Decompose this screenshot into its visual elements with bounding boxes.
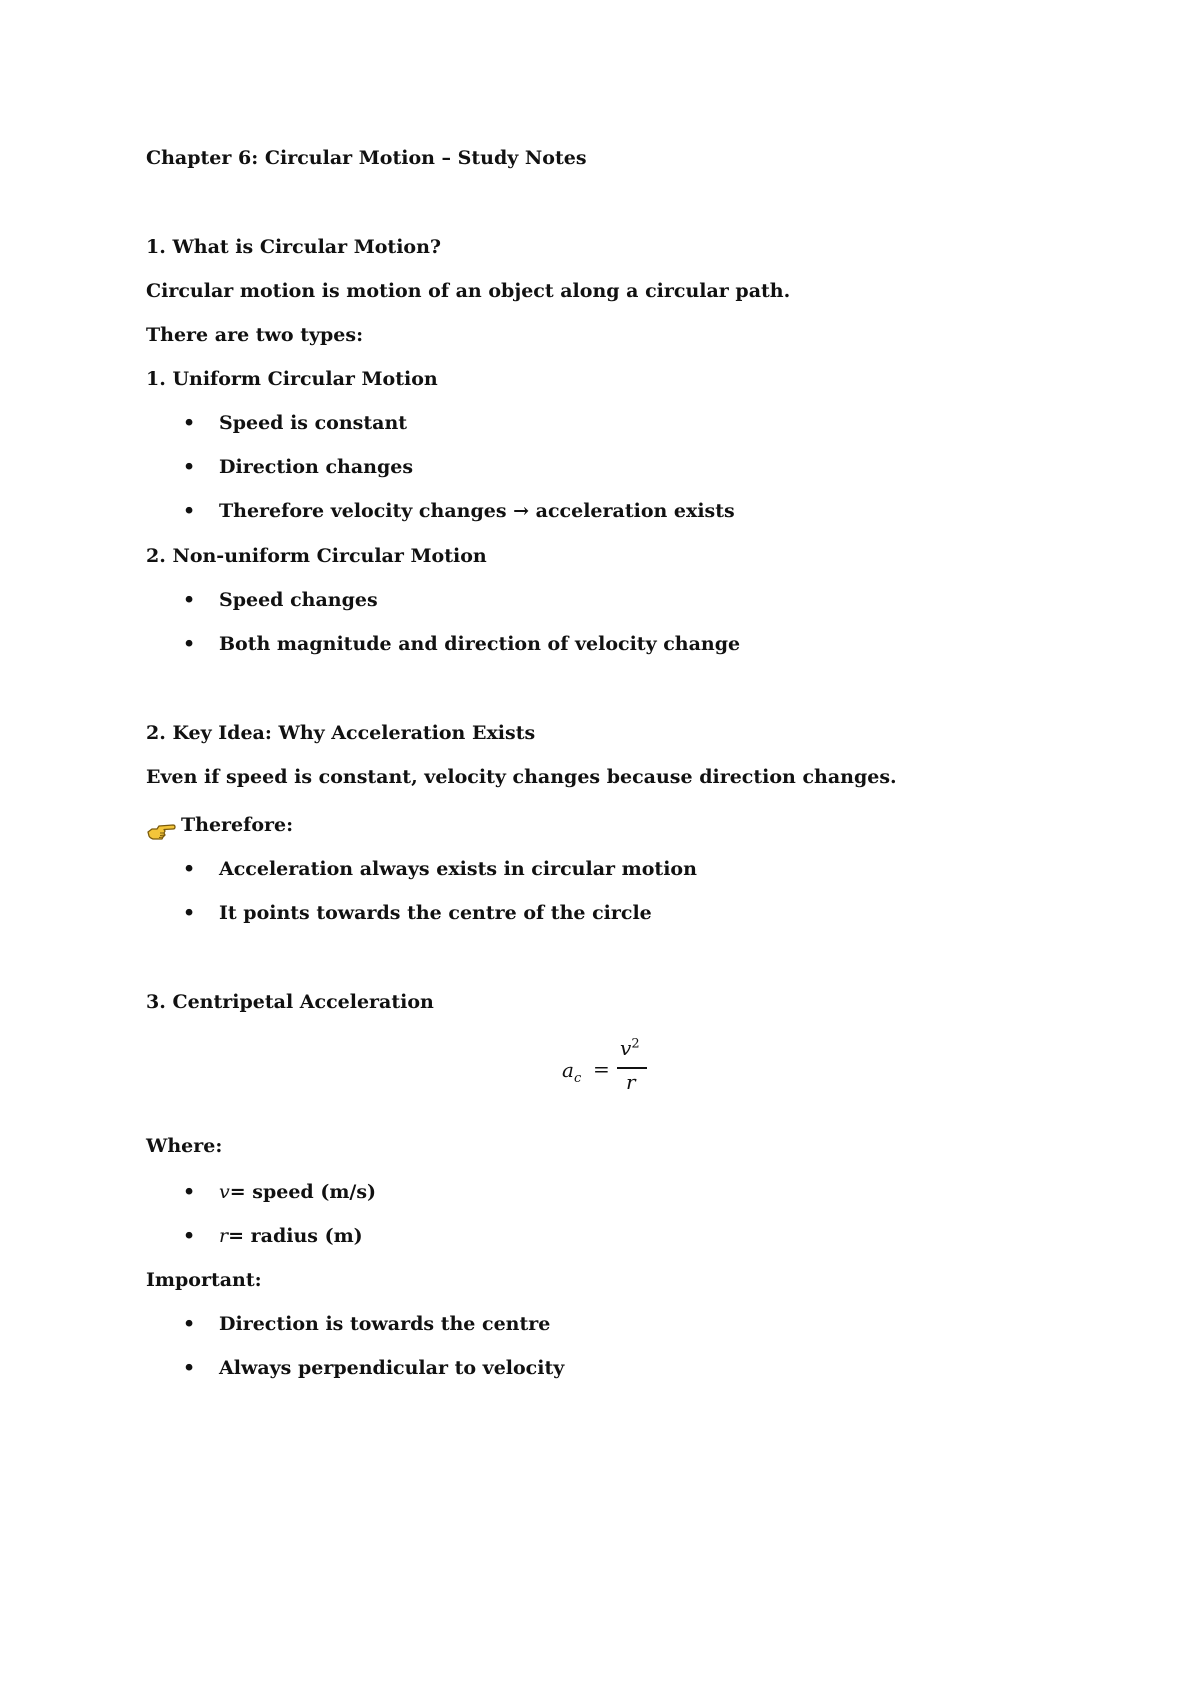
type2-heading: 2. Non-uniform Circular Motion xyxy=(146,545,487,567)
formula-lhs-symbol: a xyxy=(562,1058,574,1082)
bullet-icon: • xyxy=(183,1357,196,1379)
variable-description: = speed (m/s) xyxy=(229,1181,377,1203)
where-label: Where: xyxy=(146,1135,223,1157)
fraction-bar xyxy=(617,1067,647,1069)
list-item: Acceleration always exists in circular motion xyxy=(219,858,697,880)
section1-heading: 1. What is Circular Motion? xyxy=(146,236,442,258)
list-item: Direction is towards the centre xyxy=(219,1313,551,1335)
bullet-icon: • xyxy=(183,633,196,655)
bullet-icon: • xyxy=(183,456,196,478)
variable-symbol: r xyxy=(219,1225,229,1247)
page-title: Chapter 6: Circular Motion – Study Notes xyxy=(146,147,587,169)
bullet-icon: • xyxy=(183,1313,196,1335)
variable-description: = radius (m) xyxy=(228,1225,363,1247)
list-item: Direction changes xyxy=(219,456,414,478)
formula-lhs-subscript: c xyxy=(573,1071,582,1086)
important-label: Important: xyxy=(146,1269,262,1291)
formula-equals: = xyxy=(593,1057,610,1081)
centripetal-formula xyxy=(562,1036,652,1096)
list-item: Speed changes xyxy=(219,589,378,611)
list-item: Speed is constant xyxy=(219,412,408,434)
formula-denominator: r xyxy=(626,1070,636,1094)
bullet-icon: • xyxy=(183,1181,196,1203)
formula-lhs xyxy=(562,1058,581,1086)
therefore-label: Therefore: xyxy=(181,814,294,836)
list-item: Both magnitude and direction of velocity change xyxy=(219,633,741,655)
section1-intro: Circular motion is motion of an object along a circular path. xyxy=(146,280,791,302)
bullet-icon: • xyxy=(183,858,196,880)
where-item xyxy=(219,1180,376,1204)
type1-heading: 1. Uniform Circular Motion xyxy=(146,368,438,390)
formula-exponent: 2 xyxy=(631,1036,640,1052)
bullet-icon: • xyxy=(183,589,196,611)
bullet-icon: • xyxy=(183,1225,196,1247)
section3-heading: 3. Centripetal Acceleration xyxy=(146,991,434,1013)
types-intro: There are two types: xyxy=(146,324,364,346)
formula-numerator-symbol: v xyxy=(620,1036,632,1060)
list-item: Always perpendicular to velocity xyxy=(219,1357,565,1379)
section2-heading: 2. Key Idea: Why Acceleration Exists xyxy=(146,722,536,744)
section2-text: Even if speed is constant, velocity changes because direction changes. xyxy=(146,766,897,788)
bullet-icon: • xyxy=(183,412,196,434)
formula-numerator xyxy=(620,1036,640,1060)
where-item xyxy=(219,1224,363,1248)
bullet-icon: • xyxy=(183,902,196,924)
list-item: It points towards the centre of the circle xyxy=(219,902,652,924)
bullet-icon: • xyxy=(183,500,196,522)
list-item: Therefore velocity changes → acceleration exists xyxy=(219,500,735,522)
variable-symbol: v xyxy=(219,1181,230,1203)
pointing-hand-icon xyxy=(146,820,176,842)
